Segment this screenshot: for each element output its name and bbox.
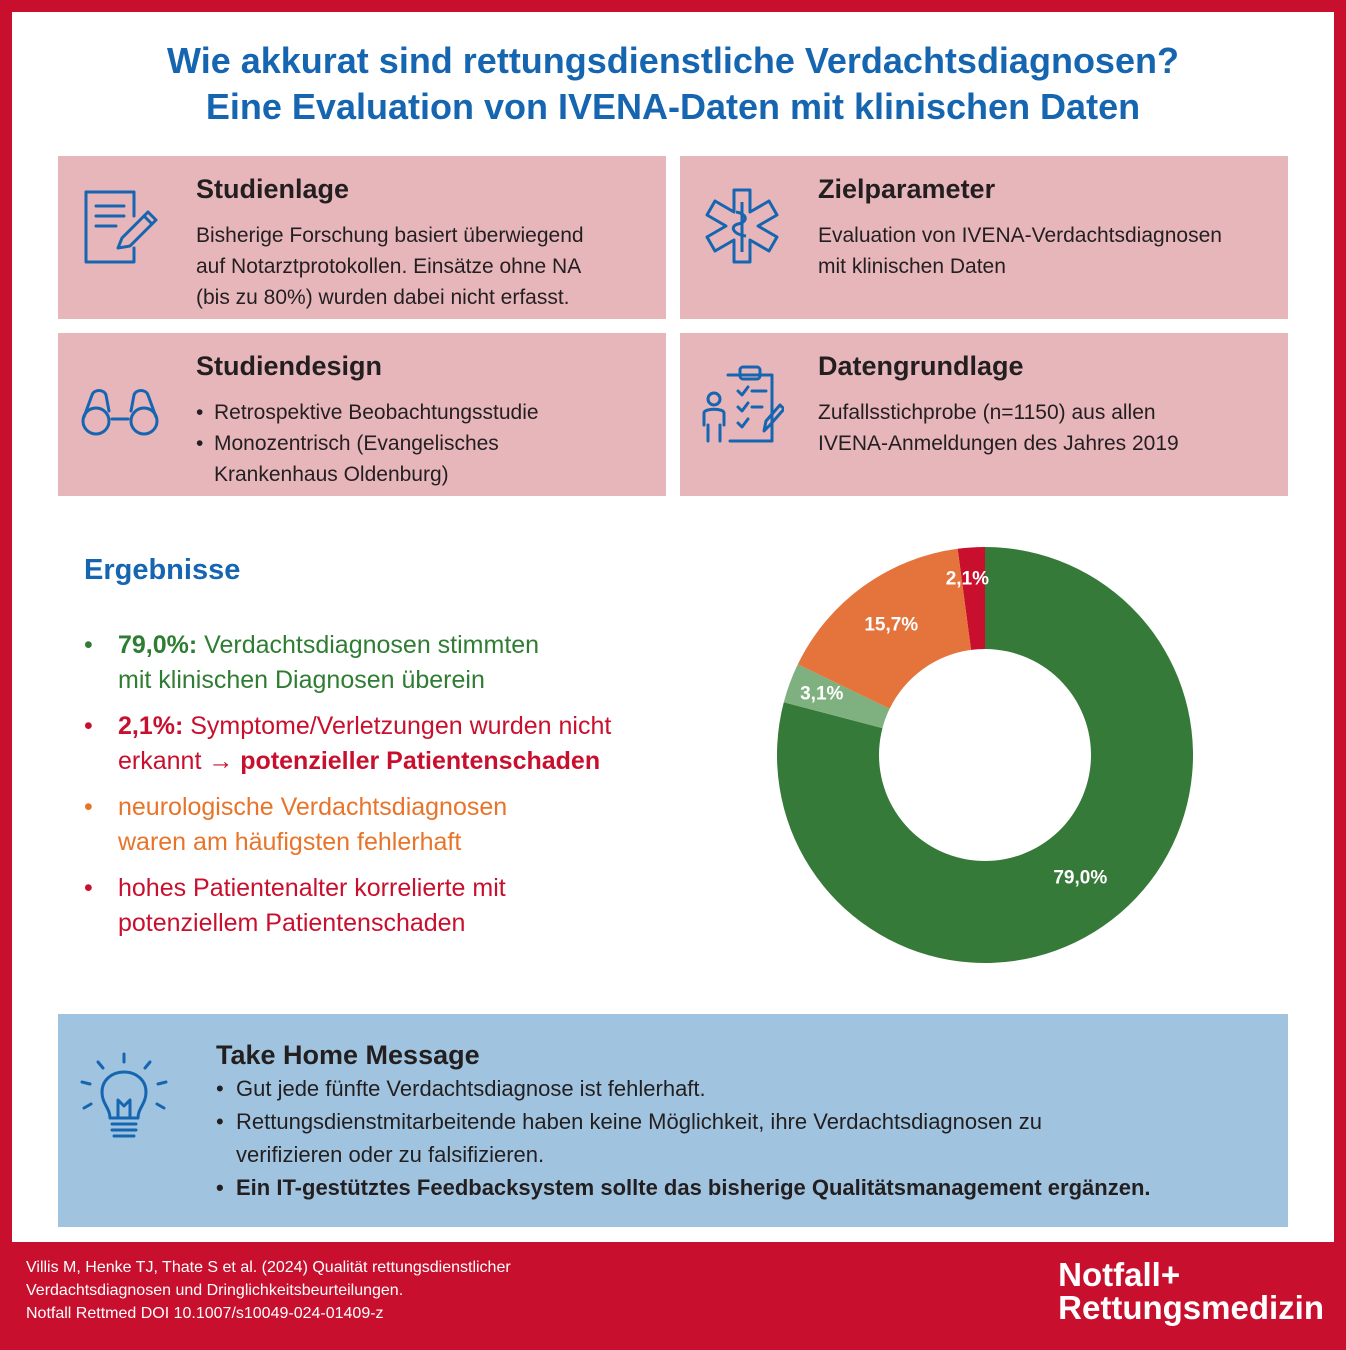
results-heading: Ergebnisse [84, 554, 241, 586]
take-home-heading: Take Home Message [216, 1040, 480, 1070]
result-strong: 79,0%: [118, 631, 198, 659]
body-line: mit klinischen Daten [818, 255, 1006, 278]
list-item-continuation: verifizieren oder zu falsifizieren. [236, 1142, 545, 1167]
body-line: IVENA-Anmeldungen des Jahres 2019 [818, 432, 1179, 455]
result-text: potenziellem Patientenschaden [118, 909, 466, 937]
card-studiendesign [58, 333, 666, 496]
journal-logo [1058, 1258, 1324, 1324]
title-line-1: Wie akkurat sind rettungsdienstliche Verdachtsdiagnosen? [167, 40, 1179, 81]
card-zielparameter [680, 156, 1288, 319]
bullet: • [84, 874, 93, 902]
bullet: • [84, 793, 93, 821]
list-item-continuation: Krankenhaus Oldenburg) [214, 463, 449, 486]
body-line: Zufallsstichprobe (n=1150) aus allen [818, 401, 1156, 424]
page-title [0, 38, 1346, 130]
result-text: neurologische Verdachtsdiagnosen [118, 793, 508, 821]
citation-line: Villis M, Henke TJ, Thate S et al. (2024) Qualität rettungsdienstlicher [26, 1259, 511, 1276]
binoculars-icon [78, 361, 162, 445]
list-item: • Ein IT-gestütztes Feedbacksystem sollte das bisherige Qualitätsmanagement ergänzen. [216, 1171, 1266, 1204]
lightbulb-icon [80, 1052, 168, 1152]
take-home-list [216, 1072, 1266, 1204]
donut-label: 15,7% [864, 614, 919, 636]
bullet: • [84, 631, 93, 659]
star-of-life-icon [700, 184, 784, 268]
donut-label: 79,0% [1053, 867, 1108, 889]
result-item [84, 709, 674, 779]
result-text: mit klinischen Diagnosen überein [118, 666, 485, 694]
document-pen-icon [78, 184, 162, 268]
donut-chart [776, 546, 1194, 964]
result-item [84, 871, 674, 941]
citation-line: Verdachtsdiagnosen und Dringlichkeitsbeurteilungen. [26, 1282, 404, 1299]
result-text: hohes Patientenalter korrelierte mit [118, 874, 506, 902]
body-line: Bisherige Forschung basiert überwiegend [196, 224, 584, 247]
list-item: • Rettungsdienstmitarbeitende haben keine Möglichkeit, ihre Verdachtsdiagnosen zu [216, 1105, 1266, 1138]
list-item: • Gut jede fünfte Verdachtsdiagnose ist fehlerhaft. [216, 1072, 1266, 1105]
card-heading: Zielparameter [818, 174, 996, 204]
citation-line: Notfall Rettmed DOI 10.1007/s10049-024-01409-z [26, 1305, 384, 1322]
card-studienlage [58, 156, 666, 319]
arrow-right-icon: → [208, 747, 234, 775]
result-item [84, 628, 674, 698]
logo-line: Notfall+ [1058, 1256, 1181, 1293]
donut-label: 3,1% [800, 683, 844, 705]
list-item: • Monozentrisch (Evangelisches [196, 428, 539, 459]
card-heading: Datengrundlage [818, 351, 1024, 381]
card-body [818, 220, 1222, 282]
list-item: • Retrospektive Beobachtungsstudie [196, 397, 539, 428]
body-line: auf Notarztprotokollen. Einsätze ohne NA [196, 255, 582, 278]
take-home-box [58, 1014, 1288, 1227]
card-heading: Studienlage [196, 174, 350, 204]
donut-label: 2,1% [945, 568, 990, 590]
card-body [196, 397, 539, 490]
bullet: • [84, 712, 93, 740]
bullet-list [196, 397, 539, 459]
title-line-2: Eine Evaluation von IVENA-Daten mit klinischen Daten [205, 86, 1141, 127]
result-text: erkannt [118, 747, 209, 775]
body-line: (bis zu 80%) wurden dabei nicht erfasst. [196, 286, 570, 309]
results-list [84, 628, 674, 952]
result-strong: 2,1%: [118, 712, 184, 740]
body-line: Evaluation von IVENA-Verdachtsdiagnosen [818, 224, 1222, 247]
citation [26, 1256, 511, 1325]
clipboard-checklist-icon [700, 361, 784, 445]
result-strong: potenzieller Patientenschaden [233, 747, 601, 775]
card-datengrundlage [680, 333, 1288, 496]
footer [0, 1242, 1346, 1350]
result-item [84, 790, 674, 860]
card-body [818, 397, 1179, 459]
result-text: Symptome/Verletzungen wurden nicht [183, 712, 612, 740]
result-text: waren am häufigsten fehlerhaft [118, 828, 462, 856]
logo-line: Rettungsmedizin [1058, 1289, 1324, 1326]
card-body [196, 220, 584, 313]
result-text: Verdachtsdiagnosen stimmten [197, 631, 540, 659]
card-heading: Studiendesign [196, 351, 383, 381]
